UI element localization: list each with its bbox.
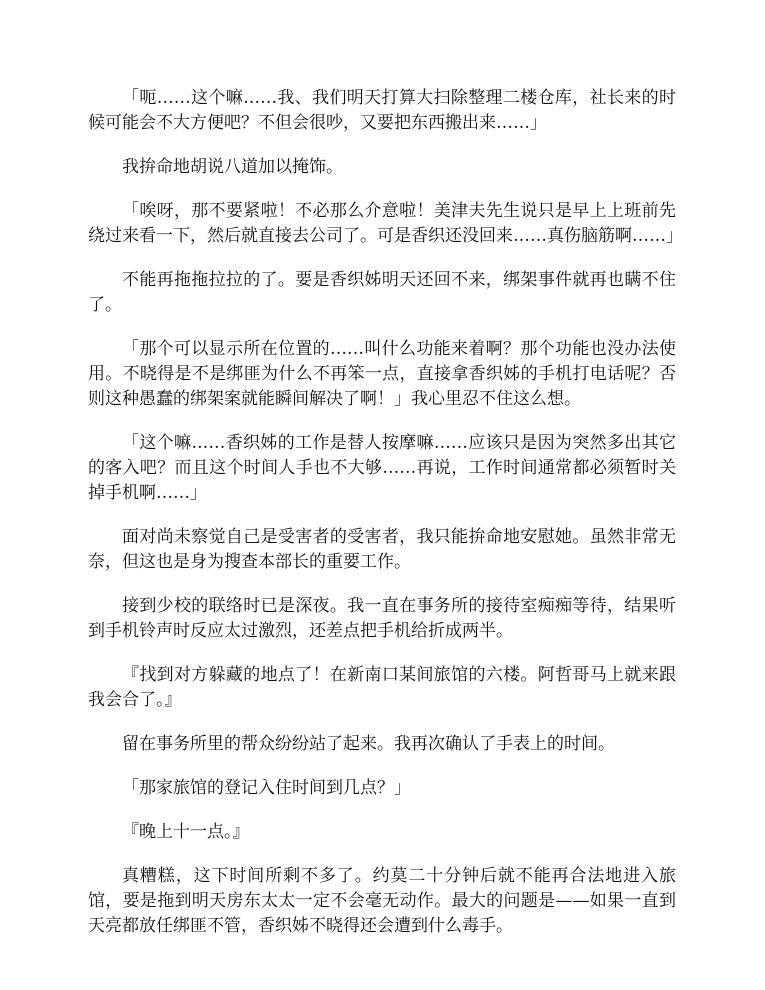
paragraph-10: 留在事务所里的帮众纷纷站了起来。我再次确认了手表上的时间。 bbox=[122, 734, 615, 754]
paragraph-3: 「唉呀，那不要紧啦！不必那么介意啦！美津夫先生说只是早上上班前先绕过来看一下，然后就直接去公司了。可是香织还没回来……真伤脑筋啊……」 bbox=[88, 201, 683, 246]
paragraph-13: 真糟糕，这下时间所剩不多了。约莫二十分钟后就不能再合法地进入旅馆，要是拖到明天房东太太一定不会毫无动作。最大的问题是——如果一直到天亮都放任绑匪不管，香织姊不晓得还会遭到什么毒手。 bbox=[88, 866, 676, 936]
paragraph-1: 「呃……这个嘛……我、我们明天打算大扫除整理二楼仓库，社长来的时候可能会不大方便吧？不但会很吵，又要把东西搬出来……」 bbox=[88, 88, 676, 133]
paragraph-12: 『晚上十一点。』 bbox=[122, 822, 250, 842]
paragraph-7: 面对尚未察觉自己是受害者的受害者，我只能拚命地安慰她。虽然非常无奈，但这也是身为搜查本部长的重要工作。 bbox=[88, 527, 676, 572]
paragraph-5: 「那个可以显示所在位置的……叫什么功能来着啊？那个功能也没办法使用。不晓得是不是绑匪为什么不再笨一点，直接拿香织姊的手机打电话呢？否则这种愚蠢的绑架案就能瞬间解决了啊！」我心里忍不住这么想。 bbox=[88, 339, 676, 409]
paragraph-11: 「那家旅馆的登记入住时间到几点？」 bbox=[122, 778, 411, 798]
paragraph-4: 不能再拖拖拉拉的了。要是香织姊明天还回不来，绑架事件就再也瞒不住了。 bbox=[88, 270, 676, 315]
paragraph-8: 接到少校的联络时已是深夜。我一直在事务所的接待室痴痴等待，结果听到手机铃声时反应太过激烈，还差点把手机给折成两半。 bbox=[88, 596, 676, 641]
paragraph-2: 我拚命地胡说八道加以掩饰。 bbox=[122, 157, 343, 177]
document-page bbox=[88, 86, 683, 958]
paragraph-6: 「这个嘛……香织姊的工作是替人按摩嘛……应该只是因为突然多出其它的客入吧？而且这个时间人手也不大够……再说，工作时间通常都必须暂时关掉手机啊……」 bbox=[88, 433, 676, 503]
paragraph-9: 『找到对方躲藏的地点了！在新南口某间旅馆的六楼。阿哲哥马上就来跟我会合了。』 bbox=[88, 665, 676, 710]
